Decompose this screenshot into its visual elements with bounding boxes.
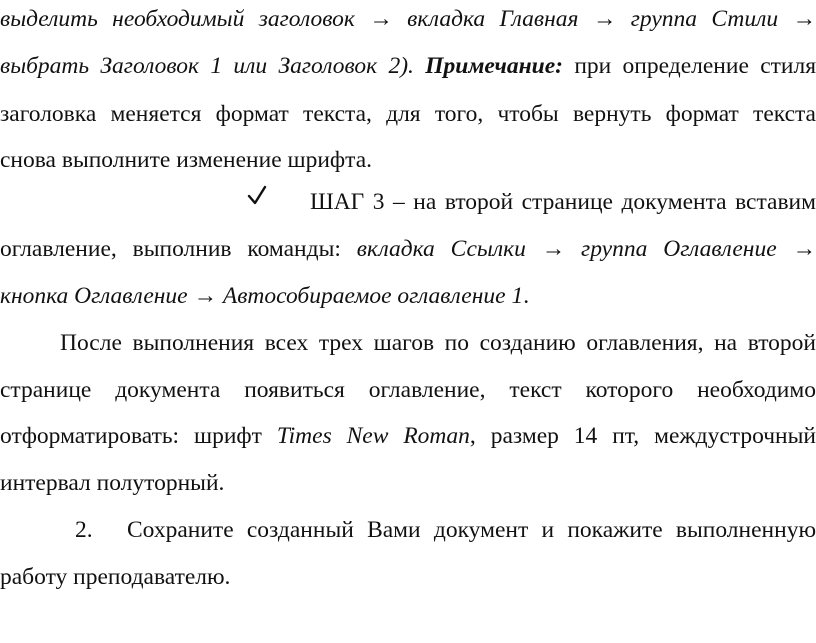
item2-number: 2. [75,517,93,543]
checkmark-icon [247,184,267,206]
item2-line1: Сохраните созданный Вами документ и покажите выполненную [127,517,816,543]
step3-line3-italic: кнопка Оглавление → Автособираемое оглавление 1 [0,283,524,309]
para2-line4: интервал полуторный. [0,470,225,496]
step3-line2 [0,233,816,265]
step3-line3 [0,280,816,312]
para2-line1: После выполнения всех трех шагов по созданию оглавления, на второй [60,330,816,356]
para1-line4: снова выполните изменение шрифта. [0,147,373,173]
para1-line2-rest: при определение стиля [574,53,816,79]
para2-line3 [0,420,816,452]
item2-line2: работу преподавателю. [0,564,231,590]
step3-line3-end: . [523,283,530,309]
para1-line2-italic: выбрать Заголовок 1 или Заголовок 2). [0,53,414,79]
para2-line3-a: отформатировать: шрифт [0,423,262,449]
para2-line3-b: , размер 14 пт, междустрочный [469,423,816,449]
para2-line2: странице документа появиться оглавление, текст которого необходимо [0,377,816,403]
para1-line2 [0,50,816,82]
para1-line3: заголовка меняется формат текста, для того, чтобы вернуть формат текста [0,101,816,127]
note-label: Примечание: [425,53,564,79]
para1-line1: выделить необходимый заголовок → вкладка Главная → группа Стили → [0,6,816,32]
step3-line2-plain: оглавление, выполнив команды: [0,236,341,262]
step3-line2-italic: вкладка Ссылки → группа Оглавление → [356,236,816,262]
font-name: Times New Roman [276,423,470,449]
step3-line1: ШАГ 3 – на второй странице документа вставим [310,189,816,215]
